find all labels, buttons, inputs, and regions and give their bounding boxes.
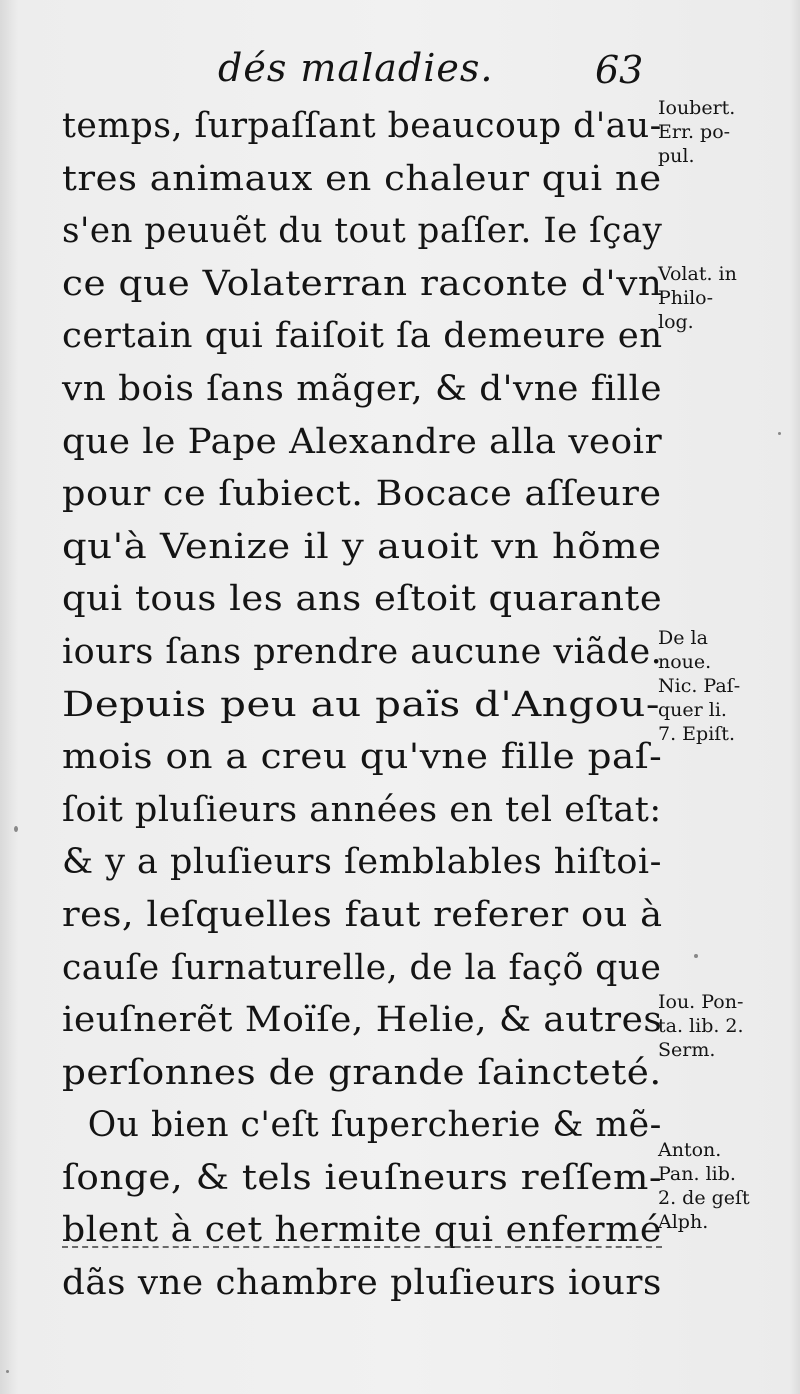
paper-speck (14, 826, 18, 832)
margin-note-line: pul. (658, 145, 695, 167)
text-line: tres animaux en chaleur qui ne (62, 158, 662, 199)
margin-note-volaterran (658, 262, 788, 334)
margin-note-line: Alph. (658, 1211, 709, 1233)
margin-note-pontanus (658, 990, 788, 1062)
margin-note-line: Nic. Paſ- (658, 675, 741, 697)
margin-note-line: 2. de geſt (658, 1187, 750, 1209)
text-line: s'en peuuẽt du tout paſſer. Ie ſçay (62, 211, 663, 252)
text-line: ieuſnerẽt Moïſe, Helie, & autres (62, 1000, 663, 1041)
margin-note-line: Iou. Pon- (658, 991, 744, 1013)
paper-speck (778, 432, 781, 435)
text-line: pour ce ſubiect. Bocace aſſeure (62, 474, 662, 515)
text-line: certain qui faiſoit ſa demeure en (62, 316, 663, 357)
text-line: ſoit pluſieurs années en tel eſtat: (62, 789, 662, 830)
margin-notes (658, 0, 798, 1394)
text-line: cauſe ſurnaturelle, de la façõ que (62, 947, 662, 988)
text-line: qu'à Venize il y auoit vn hõme (62, 526, 662, 567)
text-line: & y a pluſieurs ſemblables hiſtoi- (62, 842, 662, 883)
text-line: Ou bien c'eſt ſupercherie & mẽ- (87, 1105, 662, 1146)
paper-speck (694, 954, 698, 958)
page-number: 63 (595, 48, 644, 92)
margin-note-line: ta. lib. 2. (658, 1015, 744, 1037)
text-line: temps, ſurpaſſant beaucoup d'au- (62, 106, 662, 146)
margin-note-line: Volat. in (658, 263, 737, 285)
bottom-rule (62, 1246, 662, 1248)
text-line: res, leſquelles faut referer ou à (62, 894, 663, 935)
margin-note-line: Err. po- (658, 121, 731, 143)
margin-note-line: Anton. (658, 1139, 722, 1161)
margin-note-line: Ioubert. (658, 97, 736, 119)
margin-note-line: noue. (658, 651, 712, 673)
text-line: dãs vne chambre pluſieurs iours (62, 1263, 662, 1304)
margin-note-line: Pan. lib. (658, 1163, 736, 1185)
text-line: ſonge, & tels ieuſneurs reſſem- (62, 1157, 663, 1198)
text-line: perſonnes de grande ſaincteté. (62, 1052, 662, 1093)
text-line: ce que Volaterran raconte d'vn (62, 263, 663, 304)
margin-note-line: 7. Epiſt. (658, 723, 735, 745)
running-head: dés maladies. (218, 46, 494, 90)
text-line: iours ſans prendre aucune viãde. (62, 631, 663, 672)
text-line: vn bois ſans mãger, & d'vne fille (62, 368, 663, 409)
margin-note-line: quer li. (658, 699, 727, 721)
margin-note-de-la-noue (658, 626, 788, 746)
margin-note-line: log. (658, 311, 694, 333)
text-line: qui tous les ans eſtoit quarante (62, 579, 663, 620)
text-line: blent à cet hermite qui enfermé (62, 1210, 662, 1251)
margin-note-joubert (658, 96, 788, 168)
margin-note-line: Philo- (658, 287, 714, 309)
text-line: Depuis peu au païs d'Angou- (62, 684, 661, 725)
margin-note-panormita (658, 1138, 788, 1234)
text-line: mois on a creu qu'vne fille paſ- (62, 737, 663, 778)
text-line: que le Pape Alexandre alla veoir (62, 421, 663, 462)
margin-note-line: De la (658, 627, 708, 649)
paper-speck (6, 1370, 9, 1373)
margin-note-line: Serm. (658, 1039, 716, 1061)
body-text (62, 100, 662, 1310)
